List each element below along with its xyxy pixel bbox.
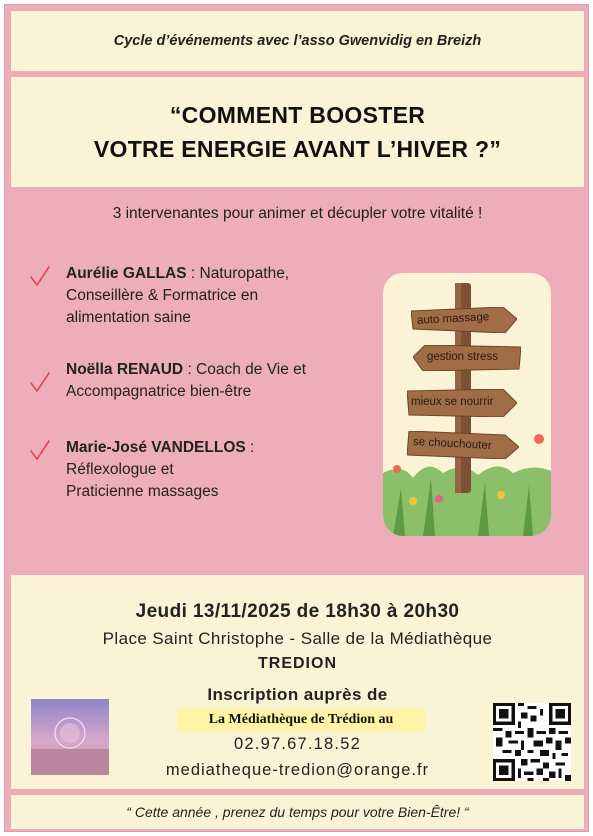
checkmark-icon <box>29 371 51 393</box>
speaker-role: : Coach de Vie et <box>183 361 307 378</box>
phone-number[interactable]: 02.97.67.18.52 <box>234 735 361 753</box>
qr-code[interactable] <box>491 703 573 781</box>
organizer-label: La Médiathèque de Trédion au <box>177 709 425 731</box>
event-info <box>11 575 584 789</box>
header-tagline: Cycle d’événements avec l’asso Gwenvidig en Breizh <box>113 33 482 49</box>
sign-label: se chouchouter <box>412 435 492 453</box>
event-place: Place Saint Christophe - Salle de la Médiathèque <box>102 629 493 648</box>
speaker-role: Praticienne massages <box>66 483 219 500</box>
footer-banner <box>11 795 584 829</box>
association-logo <box>31 699 109 775</box>
speaker-name: Marie-José VANDELLOS <box>66 439 246 456</box>
intro-text: 3 intervenantes pour animer et décupler votre vitalité ! <box>112 205 483 222</box>
title-banner <box>11 77 584 187</box>
poster <box>4 4 589 832</box>
checkmark-icon <box>29 265 51 287</box>
speaker-role: Réflexologue et <box>66 461 174 478</box>
event-date: Jeudi 13/11/2025 de 18h30 à 20h30 <box>135 601 460 622</box>
signpost-illustration <box>383 273 551 536</box>
footer-slogan: “ Cette année , prenez du temps pour votre Bien-Être! “ <box>126 804 469 820</box>
signup-heading: Inscription auprès de <box>207 685 388 704</box>
email-address[interactable]: mediatheque-tredion@orange.fr <box>165 761 430 779</box>
speaker-role: : <box>245 439 255 456</box>
sign-label: auto massage <box>416 311 490 327</box>
speaker-role: Conseillère & Formatrice en <box>66 287 259 304</box>
speaker-role: : Naturopathe, <box>186 265 290 282</box>
event-town: TREDION <box>258 655 337 672</box>
sign-label: gestion stress <box>427 351 498 363</box>
sign-label: mieux se nourrir <box>411 396 494 408</box>
speaker-name: Noëlla RENAUD <box>66 361 184 378</box>
speaker-name: Aurélie GALLAS <box>66 265 187 282</box>
speaker-role: Accompagnatrice bien-être <box>66 383 252 400</box>
title-line-1: “COMMENT BOOSTER <box>169 102 426 128</box>
header-banner <box>11 11 584 71</box>
speaker-role: alimentation saine <box>66 309 191 326</box>
title-line-2: VOTRE ENERGIE AVANT L’HIVER ?” <box>93 136 502 162</box>
checkmark-icon <box>29 439 51 461</box>
